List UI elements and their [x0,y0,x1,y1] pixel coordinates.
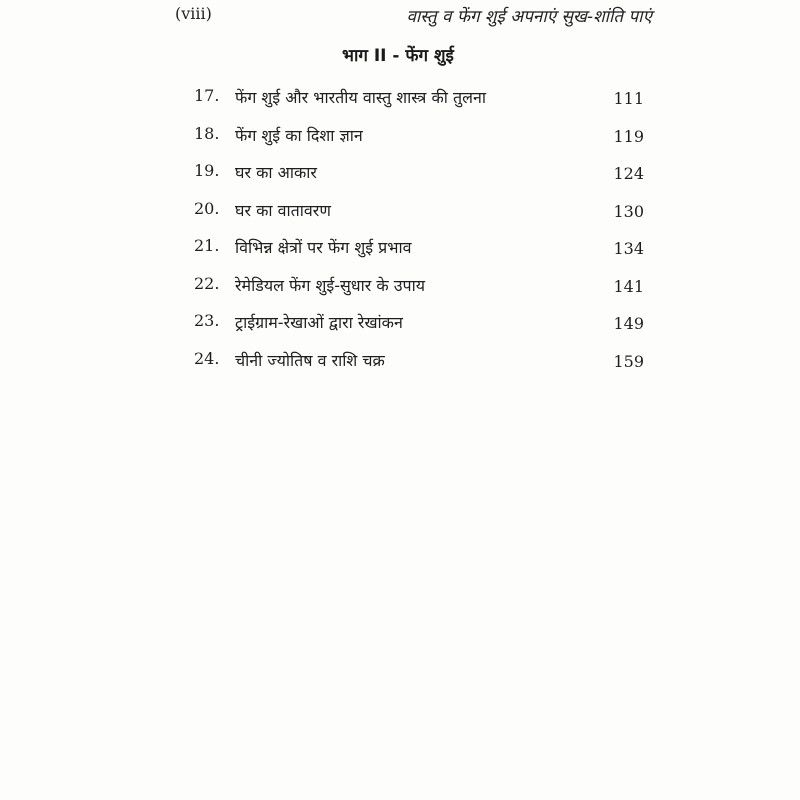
toc-entry-number: 24. [194,348,220,368]
toc-entry-title: घर का आकार [235,163,317,182]
toc-entry-page: 134 [613,239,644,258]
toc-entry-page: 141 [613,276,644,296]
toc-entry-title: घर का वातावरण [235,200,331,220]
toc-entry-number: 22. [194,273,220,293]
toc-entry-title: ट्राईग्राम-रेखाओं द्वारा रेखांकन [235,313,403,332]
toc-entry-page: 159 [613,351,644,371]
toc-entry-number: 20. [194,198,220,218]
toc-entry [190,86,650,124]
toc-entry [190,124,650,162]
toc-entry-number: 17. [194,86,220,105]
toc-entry [190,274,650,312]
page-folio: (viii) [175,4,212,23]
toc-entry-page: 130 [613,201,644,221]
toc-entry-page: 119 [613,126,644,146]
toc-entry-number: 19. [194,161,220,180]
section-title: भाग II - फेंग शुई [342,46,454,66]
toc-entry-page: 149 [613,314,644,333]
toc-entry [190,161,650,199]
toc-entry-title: फेंग शुई और भारतीय वास्तु शास्त्र की तुलना [235,88,486,107]
toc-entry-page: 124 [613,164,644,183]
toc-entry [190,199,650,237]
toc-entry-title: विभिन्न क्षेत्रों पर फेंग शुई प्रभाव [235,238,412,257]
table-of-contents [190,86,650,386]
toc-entry-title: फेंग शुई का दिशा ज्ञान [235,125,363,145]
toc-entry-title: रेमेडियल फेंग शुई-सुधार के उपाय [235,275,426,295]
toc-entry [190,349,650,387]
toc-entry [190,236,650,274]
toc-entry [190,311,650,349]
toc-entry-number: 18. [194,123,220,143]
toc-entry-title: चीनी ज्योतिष व राशि चक्र [235,350,385,370]
toc-entry-page: 111 [613,89,644,108]
toc-entry-number: 23. [194,311,220,330]
toc-entry-number: 21. [194,236,220,255]
running-head: वास्तु व फेंग शुई अपनाएं सुख-शांति पाएं [406,7,652,27]
